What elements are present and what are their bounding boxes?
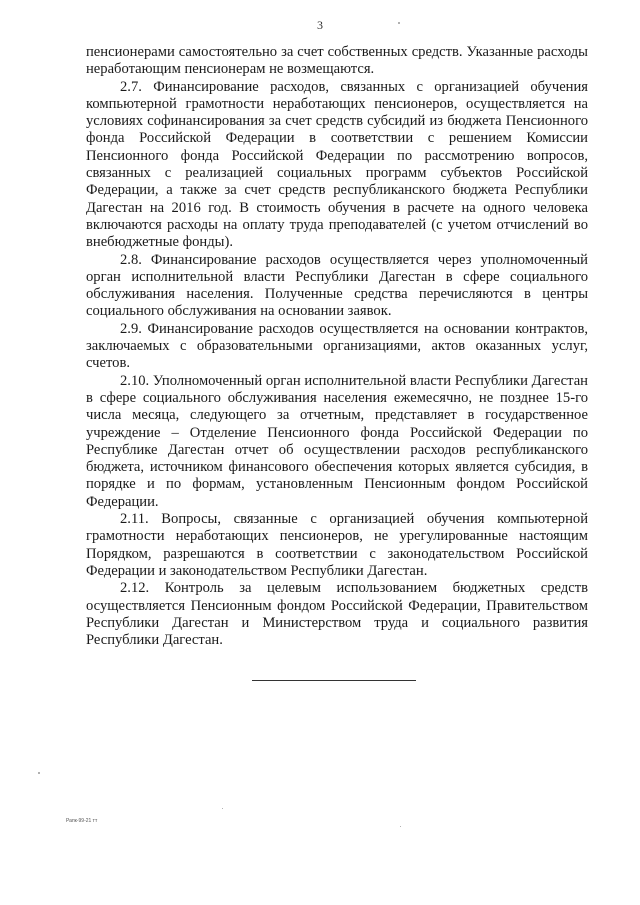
paragraph-2-10: 2.10. Уполномоченный орган исполнительной власти Республики Дагестан в сфере социального обслуживания населения ежемесячно, не позднее 15-го числа месяца, следующего за отчетным, представляет в государственное учреждение – Отделение Пенсионного фонда Российской Федерации по Республике Дагестан отчет об осуществлении расходов республиканского бюджета, источником финансового обеспечения которых является субсидия, в порядке и по формам, установленным Пенсионным фондом Российской Федерации. bbox=[86, 372, 588, 510]
paragraph-continuation: пенсионерами самостоятельно за счет собственных средств. Указанные расходы неработающим пенсионерам не возмещаются. bbox=[86, 44, 588, 78]
footer-code: Рапк-99-21 тт bbox=[66, 818, 98, 824]
paragraph-2-12: 2.12. Контроль за целевым использованием бюджетных средств осуществляется Пенсионным фондом Российской Федерации, Правительством Республики Дагестан и Министерством труда и социального развития Республики Дагестан. bbox=[86, 580, 588, 649]
closing-divider-line bbox=[252, 680, 416, 681]
scan-speck bbox=[400, 826, 401, 827]
paragraph-2-7: 2.7. Финансирование расходов, связанных с организацией обучения компьютерной грамотности неработающих пенсионеров, осуществляется на условиях софинансирования за счет средств субсидий из бюджета Пенсионного фонда Российской Федерации в соответствии с решением Комиссии Пенсионного фонда Российской Федерации по рассмотрению вопросов, связанных с реализацией социальных программ субъектов Российской Федерации, а также за счет средств республиканского бюджета Республики Дагестан на 2016 год. В стоимость обучения в расчете на одного человека включаются расходы на оплату труда преподавателей (с учетом отчислений во внебюджетные фонды). bbox=[86, 78, 588, 251]
scan-speck bbox=[222, 808, 223, 809]
scan-speck bbox=[38, 772, 40, 774]
page-number: 3 bbox=[317, 18, 323, 32]
scan-speck bbox=[398, 22, 400, 24]
document-body bbox=[86, 44, 588, 649]
paragraph-2-9: 2.9. Финансирование расходов осуществляется на основании контрактов, заключаемых с образовательными организациями, актов оказанных услуг, счетов. bbox=[86, 320, 588, 372]
paragraph-2-11: 2.11. Вопросы, связанные с организацией обучения компьютерной грамотности неработающих пенсионеров, не урегулированные настоящим Порядком, разрешаются в соответствии с законодательством Российской Федерации и законодательством Республики Дагестан. bbox=[86, 511, 588, 579]
paragraph-2-8: 2.8. Финансирование расходов осуществляется через уполномоченный орган исполнительной власти Республики Дагестан в сфере социального обслуживания населения. Полученные средства перечисляются в центры социального обслуживания на основании заявок. bbox=[86, 251, 588, 320]
